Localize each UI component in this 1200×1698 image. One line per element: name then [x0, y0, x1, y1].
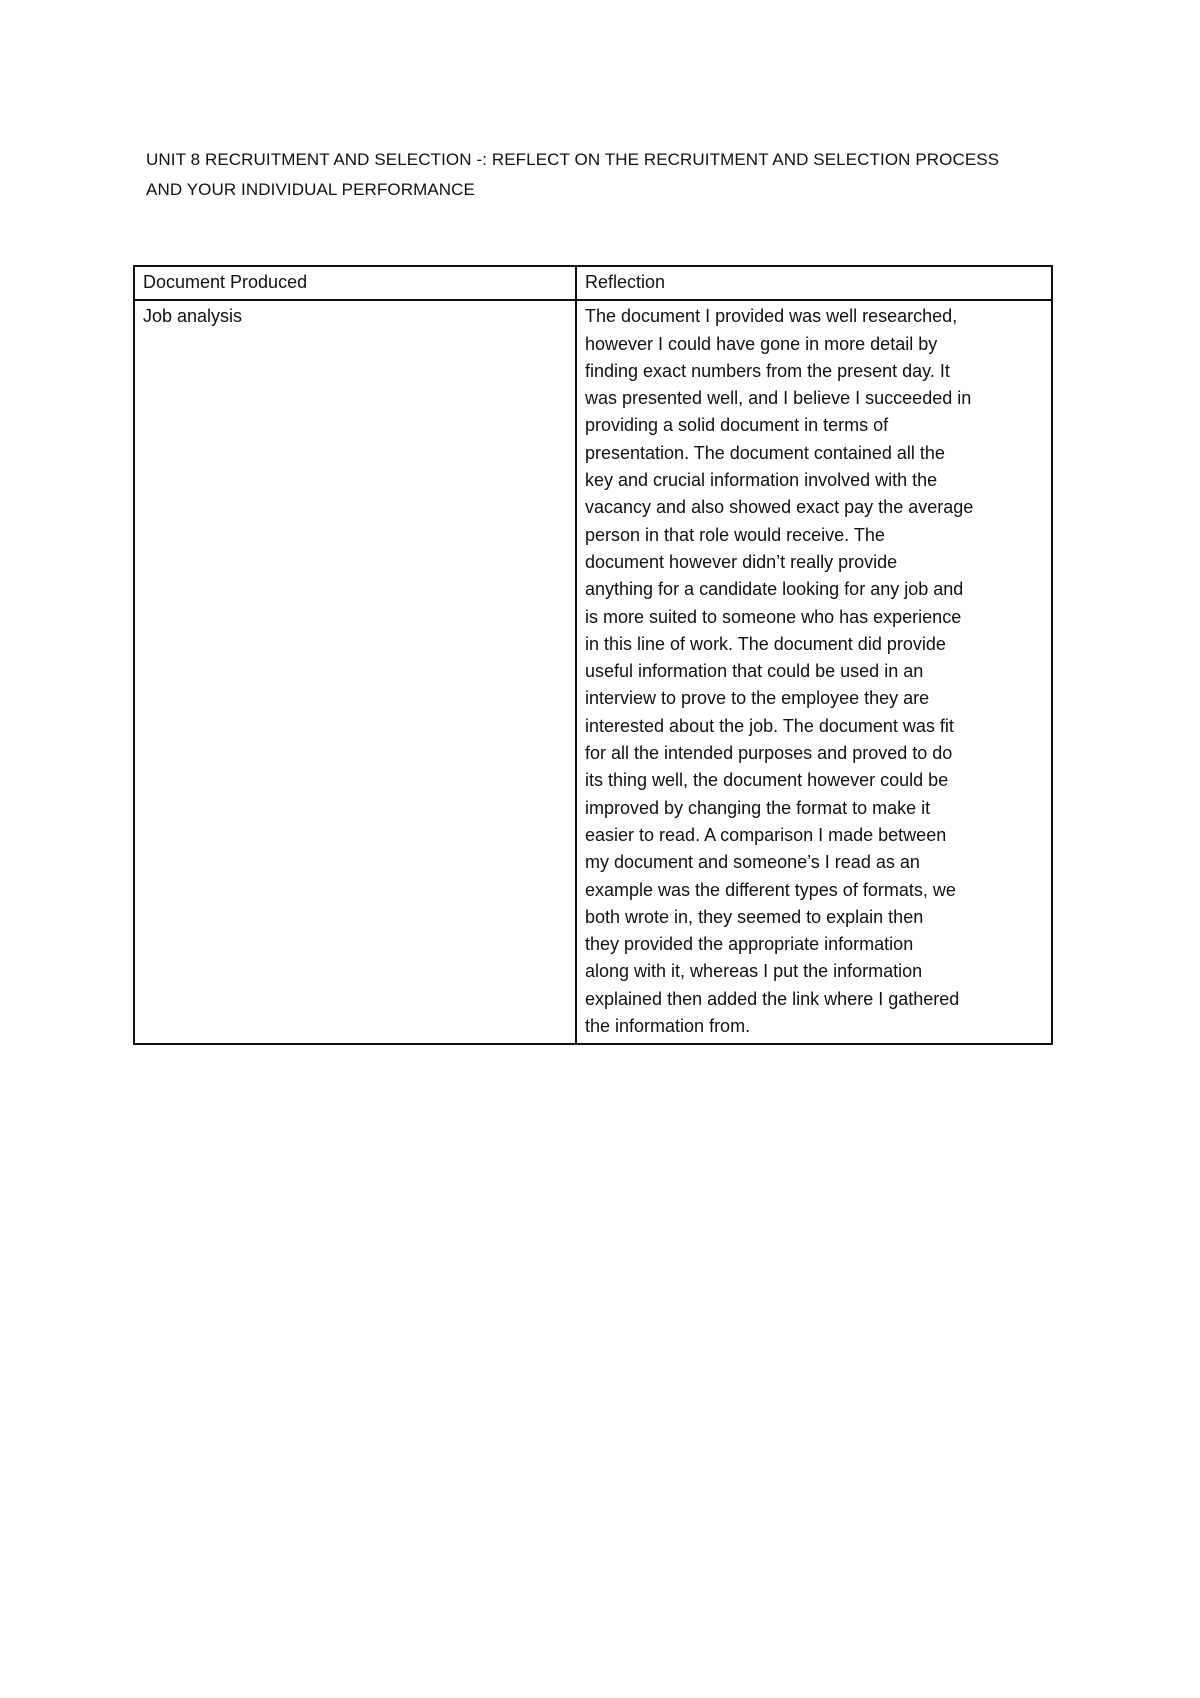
reflection-line: along with it, whereas I put the information [585, 961, 923, 982]
header-reflection: Reflection [576, 266, 1052, 300]
reflection-line: key and crucial information involved with the [585, 470, 938, 491]
reflection-line: document however didn’t really provide [585, 551, 898, 572]
reflection-line: interested about the job. The document was fit [585, 715, 954, 736]
reflection-line: example was the different types of formats, we [585, 879, 956, 900]
reflection-line: presentation. The document contained all the [585, 442, 945, 463]
reflection-line: The document I provided was well researched, [585, 306, 958, 327]
reflection-table [133, 265, 1053, 1045]
reflection-line: person in that role would receive. The [585, 524, 885, 545]
reflection-line: anything for a candidate looking for any job and [585, 579, 964, 600]
reflection-line: vacancy and also showed exact pay the average [585, 497, 974, 518]
document-title [146, 145, 1066, 205]
table-header-row [134, 266, 1052, 300]
title-line: AND YOUR INDIVIDUAL PERFORMANCE [146, 180, 475, 199]
reflection-line: however I could have gone in more detail by [585, 333, 938, 354]
reflection-line: easier to read. A comparison I made between [585, 824, 947, 845]
reflection-line: is more suited to someone who has experience [585, 606, 962, 627]
cell-document-produced: Job analysis [134, 300, 576, 1044]
reflection-line: for all the intended purposes and proved to do [585, 743, 953, 764]
table-row [134, 300, 1052, 1044]
cell-reflection [576, 300, 1052, 1044]
reflection-line: they provided the appropriate information [585, 934, 914, 955]
header-document-produced: Document Produced [134, 266, 576, 300]
reflection-line: explained then added the link where I gathered [585, 988, 960, 1009]
reflection-line: useful information that could be used in an [585, 661, 924, 682]
reflection-line: providing a solid document in terms of [585, 415, 889, 436]
reflection-line: was presented well, and I believe I succeeded in [585, 388, 972, 409]
reflection-line: improved by changing the format to make it [585, 797, 931, 818]
reflection-line: in this line of work. The document did provide [585, 633, 946, 654]
reflection-line: finding exact numbers from the present day. It [585, 360, 950, 381]
title-line: UNIT 8 RECRUITMENT AND SELECTION -: REFLECT ON THE RECRUITMENT AND SELECTION PROCESS [146, 150, 1000, 169]
reflection-line: interview to prove to the employee they are [585, 688, 930, 709]
reflection-line: its thing well, the document however could be [585, 770, 949, 791]
reflection-line: both wrote in, they seemed to explain then [585, 906, 924, 927]
reflection-line: my document and someone’s I read as an [585, 852, 920, 873]
reflection-line: the information from. [585, 1016, 751, 1037]
